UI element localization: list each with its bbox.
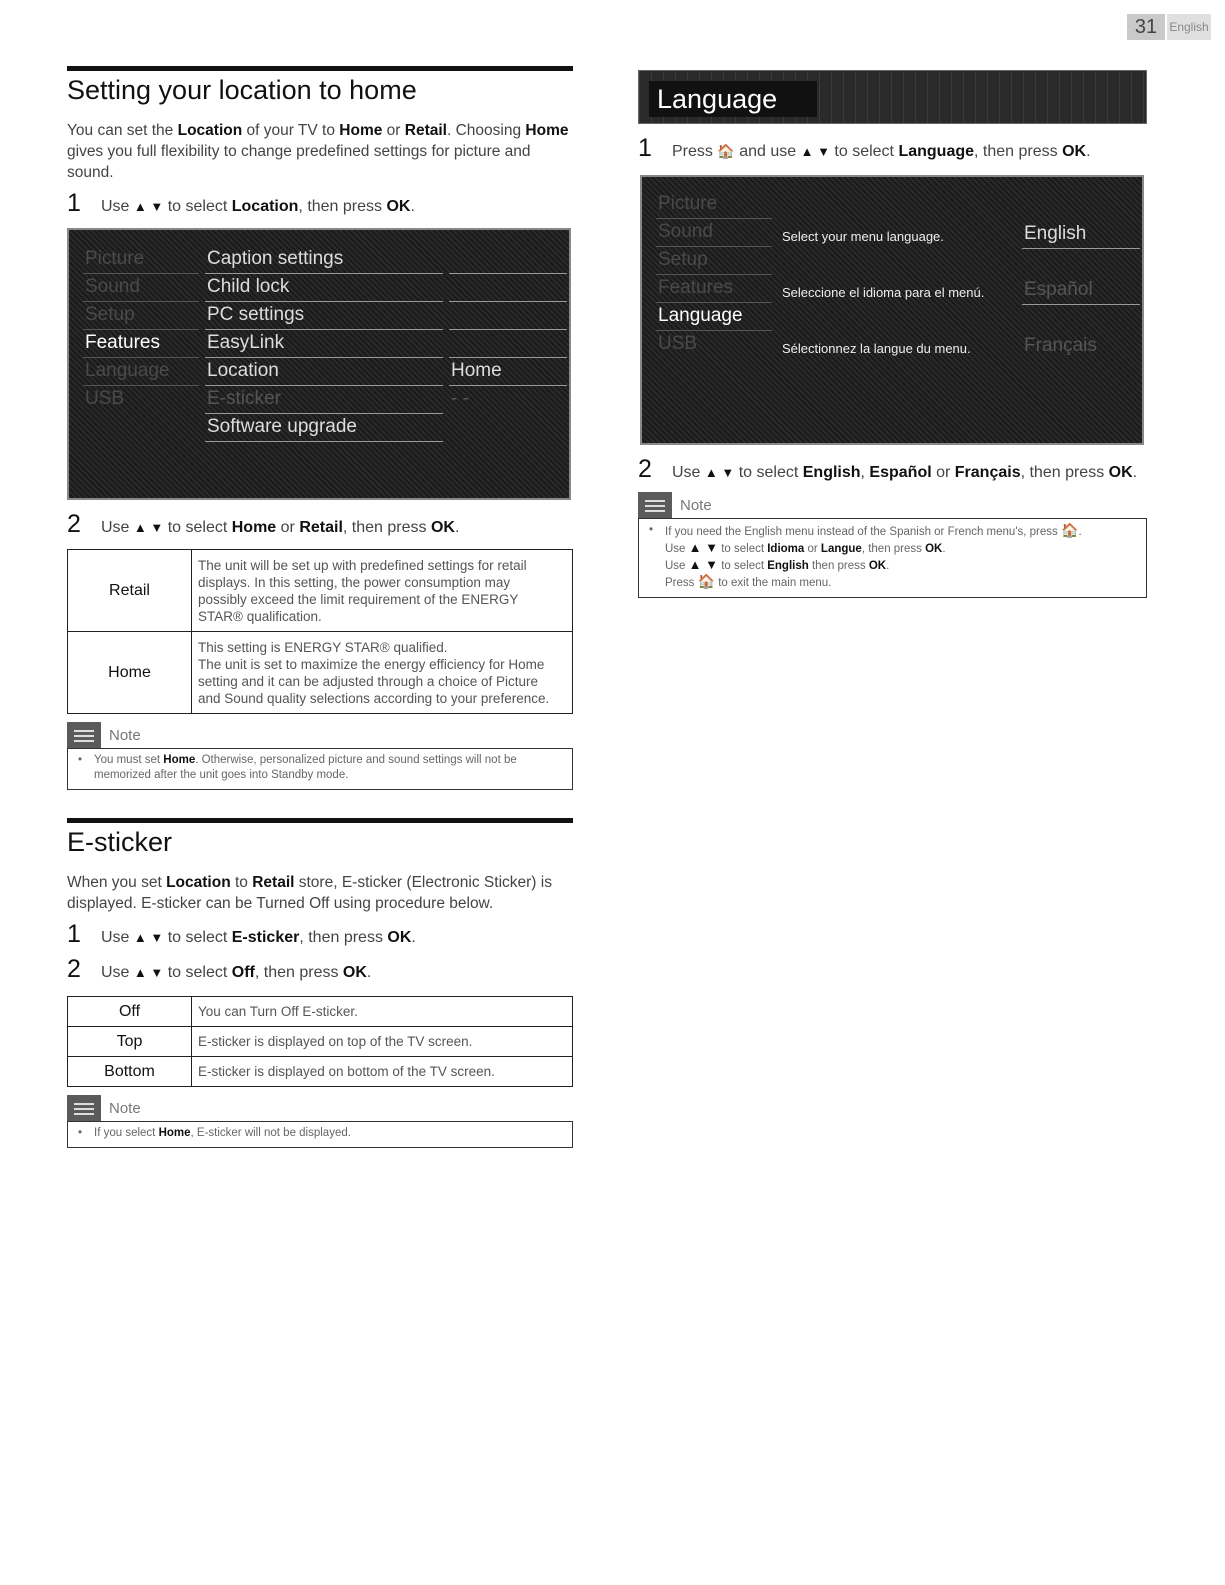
note-icon [638,492,672,518]
menu-option-francais[interactable]: Français [1024,335,1097,356]
intro-paragraph: You can set the Location of your TV to Home or Retail. Choosing Home gives you full flexibility to change predefined settings for picture and sound. [67,122,569,181]
arrow-up-down-icon: ▲ ▼ [133,930,164,945]
location-section [67,66,573,790]
menu-value-location: Home [449,358,567,386]
tv-menu-language [640,175,1144,445]
note-box: • If you select Home, E-sticker will not be displayed. [67,1121,573,1148]
note-box: • You must set Home. Otherwise, personalized picture and sound settings will not be memorized after the unit goes into Standby mode. [67,748,573,790]
home-icon: 🏠 [697,573,716,589]
arrow-up-down-icon: ▲ ▼ [800,144,830,159]
table-value: You can Turn Off E-sticker. [192,997,573,1027]
table-key: Top [68,1027,192,1057]
arrow-up-down-icon: ▲ ▼ [704,465,735,480]
menu-item-setup[interactable]: Setup [83,302,199,330]
menu-item-sound[interactable]: Sound [656,219,772,247]
language-section [638,70,1147,598]
table-value: This setting is ENERGY STAR® qualified. The unit is set to maximize the energy efficiency for Home setting and it can be adjusted through a choice of Picture and Sound quality selections according to your preference. [192,632,573,714]
menu-item-e-sticker[interactable]: E-sticker [205,386,443,414]
table-row [68,632,573,714]
section-title: Language [649,81,817,117]
note-box: • If you need the English menu instead of the Spanish or French menu's, press 🏠. Use ▲ ▼ to select Idioma or Langue, then press OK. Use ▲ ▼ to select English then press OK. Press 🏠 to exit the main menu. [638,518,1147,598]
section-banner [638,70,1147,124]
menu-item-child-lock[interactable]: Child lock [205,274,443,302]
note-icon [67,1095,101,1121]
menu-option-english[interactable]: English [1022,221,1140,249]
esticker-options-table [67,996,573,1087]
menu-item-location[interactable]: Location [205,358,443,386]
step-1: 1 Press 🏠 and use ▲ ▼ to select Language, then press OK. [638,134,1091,162]
menu-value-e-sticker: - - [451,388,469,409]
menu-item-easylink[interactable]: EasyLink [205,330,443,358]
table-row [68,550,573,632]
home-icon: 🏠 [1061,522,1079,538]
step-1: 1 Use ▲ ▼ to select Location, then press OK. [67,189,415,217]
step-2: 2 Use ▲ ▼ to select Off, then press OK. [67,955,372,983]
table-key: Off [68,997,192,1027]
section-title: E-sticker [67,827,173,857]
menu-item-pc-settings[interactable]: PC settings [205,302,443,330]
table-value: E-sticker is displayed on bottom of the TV screen. [192,1057,573,1087]
section-title: Setting your location to home [67,75,417,105]
language-tab: English [1167,14,1211,40]
note-header [67,722,573,748]
page-number: 31 [1127,14,1165,40]
menu-item-sound[interactable]: Sound [83,274,199,302]
table-value: E-sticker is displayed on top of the TV screen. [192,1027,573,1057]
menu-option-espanol[interactable]: Español [1022,277,1140,305]
table-key: Bottom [68,1057,192,1087]
menu-value-empty [449,274,567,302]
menu-value-empty [449,246,567,274]
menu-item-setup[interactable]: Setup [656,247,772,275]
table-key: Home [68,632,192,714]
section-header [67,818,573,858]
arrow-up-down-icon: ▲ ▼ [133,199,164,214]
menu-item-caption-settings[interactable]: Caption settings [205,246,443,274]
menu-item-usb[interactable]: USB [658,333,698,354]
arrow-up-down-icon: ▲ ▼ [688,557,719,572]
table-key: Retail [68,550,192,632]
menu-item-picture[interactable]: Picture [656,191,772,219]
table-value: The unit will be set up with predefined settings for retail displays. In this setting, the power consumption may possibly exceed the limit requirement of the ENERGY STAR® qualification. [192,550,573,632]
section-header [67,66,573,106]
menu-prompt-french: Sélectionnez la langue du menu. [782,341,971,356]
menu-value-empty [449,302,567,330]
menu-prompt-spanish: Seleccione el idioma para el menú. [782,285,985,300]
note-label: Note [109,726,141,744]
step-1: 1 Use ▲ ▼ to select E-sticker, then press OK. [67,920,416,948]
menu-item-features[interactable]: Features [83,330,199,358]
step-2: 2 Use ▲ ▼ to select Home or Retail, then press OK. [67,510,460,538]
step-2: 2 Use ▲ ▼ to select English, Español or Français, then press OK. [638,455,1138,483]
table-row [68,997,573,1027]
location-options-table [67,549,573,714]
page-badge [1127,14,1211,40]
esticker-section [67,818,573,1148]
table-row [68,1057,573,1087]
menu-item-language[interactable]: Language [83,358,199,386]
tv-menu-features [67,228,571,500]
note-header [67,1095,573,1121]
note-header [638,492,1147,518]
menu-item-language[interactable]: Language [656,303,772,331]
menu-item-features[interactable]: Features [656,275,772,303]
menu-item-picture[interactable]: Picture [83,246,199,274]
menu-prompt-english: Select your menu language. [782,229,944,244]
home-icon: 🏠 [717,143,735,159]
note-icon [67,722,101,748]
table-row [68,1027,573,1057]
arrow-up-down-icon: ▲ ▼ [133,520,164,535]
note-label: Note [109,1099,141,1117]
arrow-up-down-icon: ▲ ▼ [688,540,719,555]
menu-item-usb[interactable]: USB [85,388,125,409]
note-label: Note [680,496,712,514]
arrow-up-down-icon: ▲ ▼ [133,965,164,980]
menu-item-software-upgrade[interactable]: Software upgrade [205,414,443,442]
menu-value-empty [449,330,567,358]
intro-paragraph: When you set Location to Retail store, E-sticker (Electronic Sticker) is displayed. E-sticker can be Turned Off using procedure below. [67,874,552,912]
